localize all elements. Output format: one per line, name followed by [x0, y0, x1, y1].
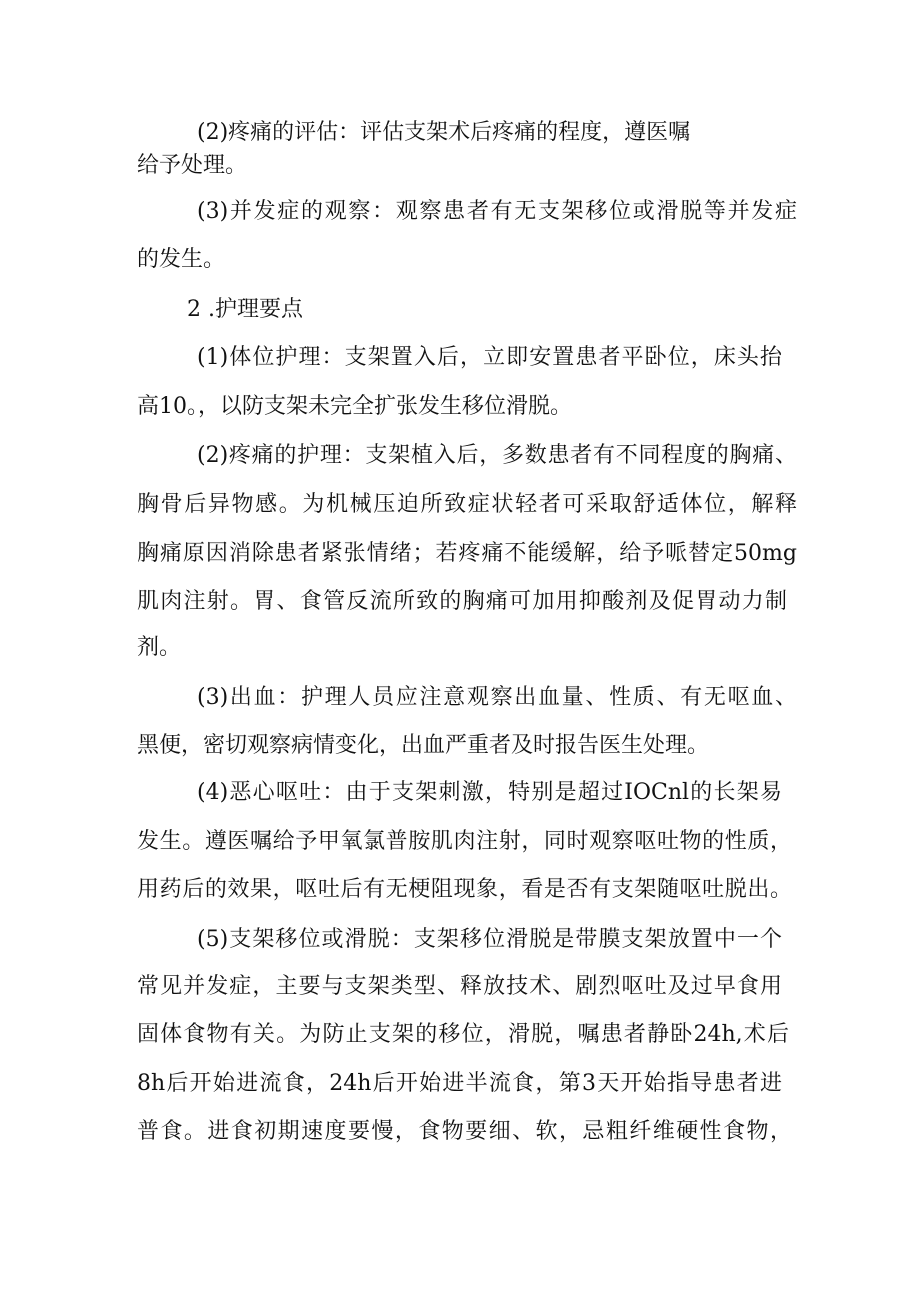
text-line: 8h后开始进流食，24h后开始进半流食，第3天开始指导患者进 — [137, 1071, 782, 1096]
text-line: 肌肉注射。胃、食管反流所致的胸痛可加用抑酸剂及促胃动力制 — [137, 589, 787, 614]
text-line: 胸骨后异物感。为机械压迫所致症状轻者可采取舒适体位，解释 — [137, 492, 797, 517]
text-line: 常见并发症，主要与支架类型、释放技术、剧烈呕吐及过早食用 — [137, 974, 782, 999]
text-line: (3)并发症的观察：观察患者有无支架移位或滑脱等并发症 — [197, 199, 797, 224]
text-line: 胸痛原因消除患者紧张情绪；若疼痛不能缓解，给予哌替定50mg — [137, 541, 797, 566]
text-line: 用药后的效果，呕吐后有无梗阻现象，看是否有支架随呕吐脱出。 — [137, 877, 792, 902]
text-line: 普食。进食初期速度要慢，食物要细、软，忌粗纤维硬性食物， — [137, 1119, 792, 1144]
text-line: (3)出血：护理人员应注意观察出血量、性质、有无呕血、 — [197, 685, 797, 710]
text-line: 给予处理。 — [137, 153, 248, 178]
text-line: 高10。，以防支架未完全扩张发生移位滑脱。 — [137, 394, 572, 419]
text-line: 发生。遵医嘱给予甲氧氯普胺肌肉注射，同时观察呕吐物的性质， — [137, 829, 792, 854]
text-line: (4)恶心呕吐：由于支架刺激，特别是超过IOCnl的长架易 — [197, 780, 782, 805]
text-line: (2)疼痛的评估：评估支架术后疼痛的程度，遵医嘱 — [197, 120, 691, 145]
text-line: 剂。 — [137, 635, 182, 660]
text-line: (1)体位护理：支架置入后，立即安置患者平卧位，床头抬 — [197, 345, 782, 370]
text-line: 黑便，密切观察病情变化，出血严重者及时报告医生处理。 — [137, 733, 710, 758]
text-line: (5)支架移位或滑脱：支架移位滑脱是带膜支架放置中一个 — [197, 927, 782, 952]
section-heading: 2 .护理要点 — [187, 297, 303, 322]
text-line: (2)疼痛的护理：支架植入后，多数患者有不同程度的胸痛、 — [197, 443, 797, 468]
text-line: 的发生。 — [137, 247, 226, 272]
text-line: 固体食物有关。为防止支架的移位，滑脱，嘱患者静卧24h,术后 — [137, 1022, 789, 1047]
